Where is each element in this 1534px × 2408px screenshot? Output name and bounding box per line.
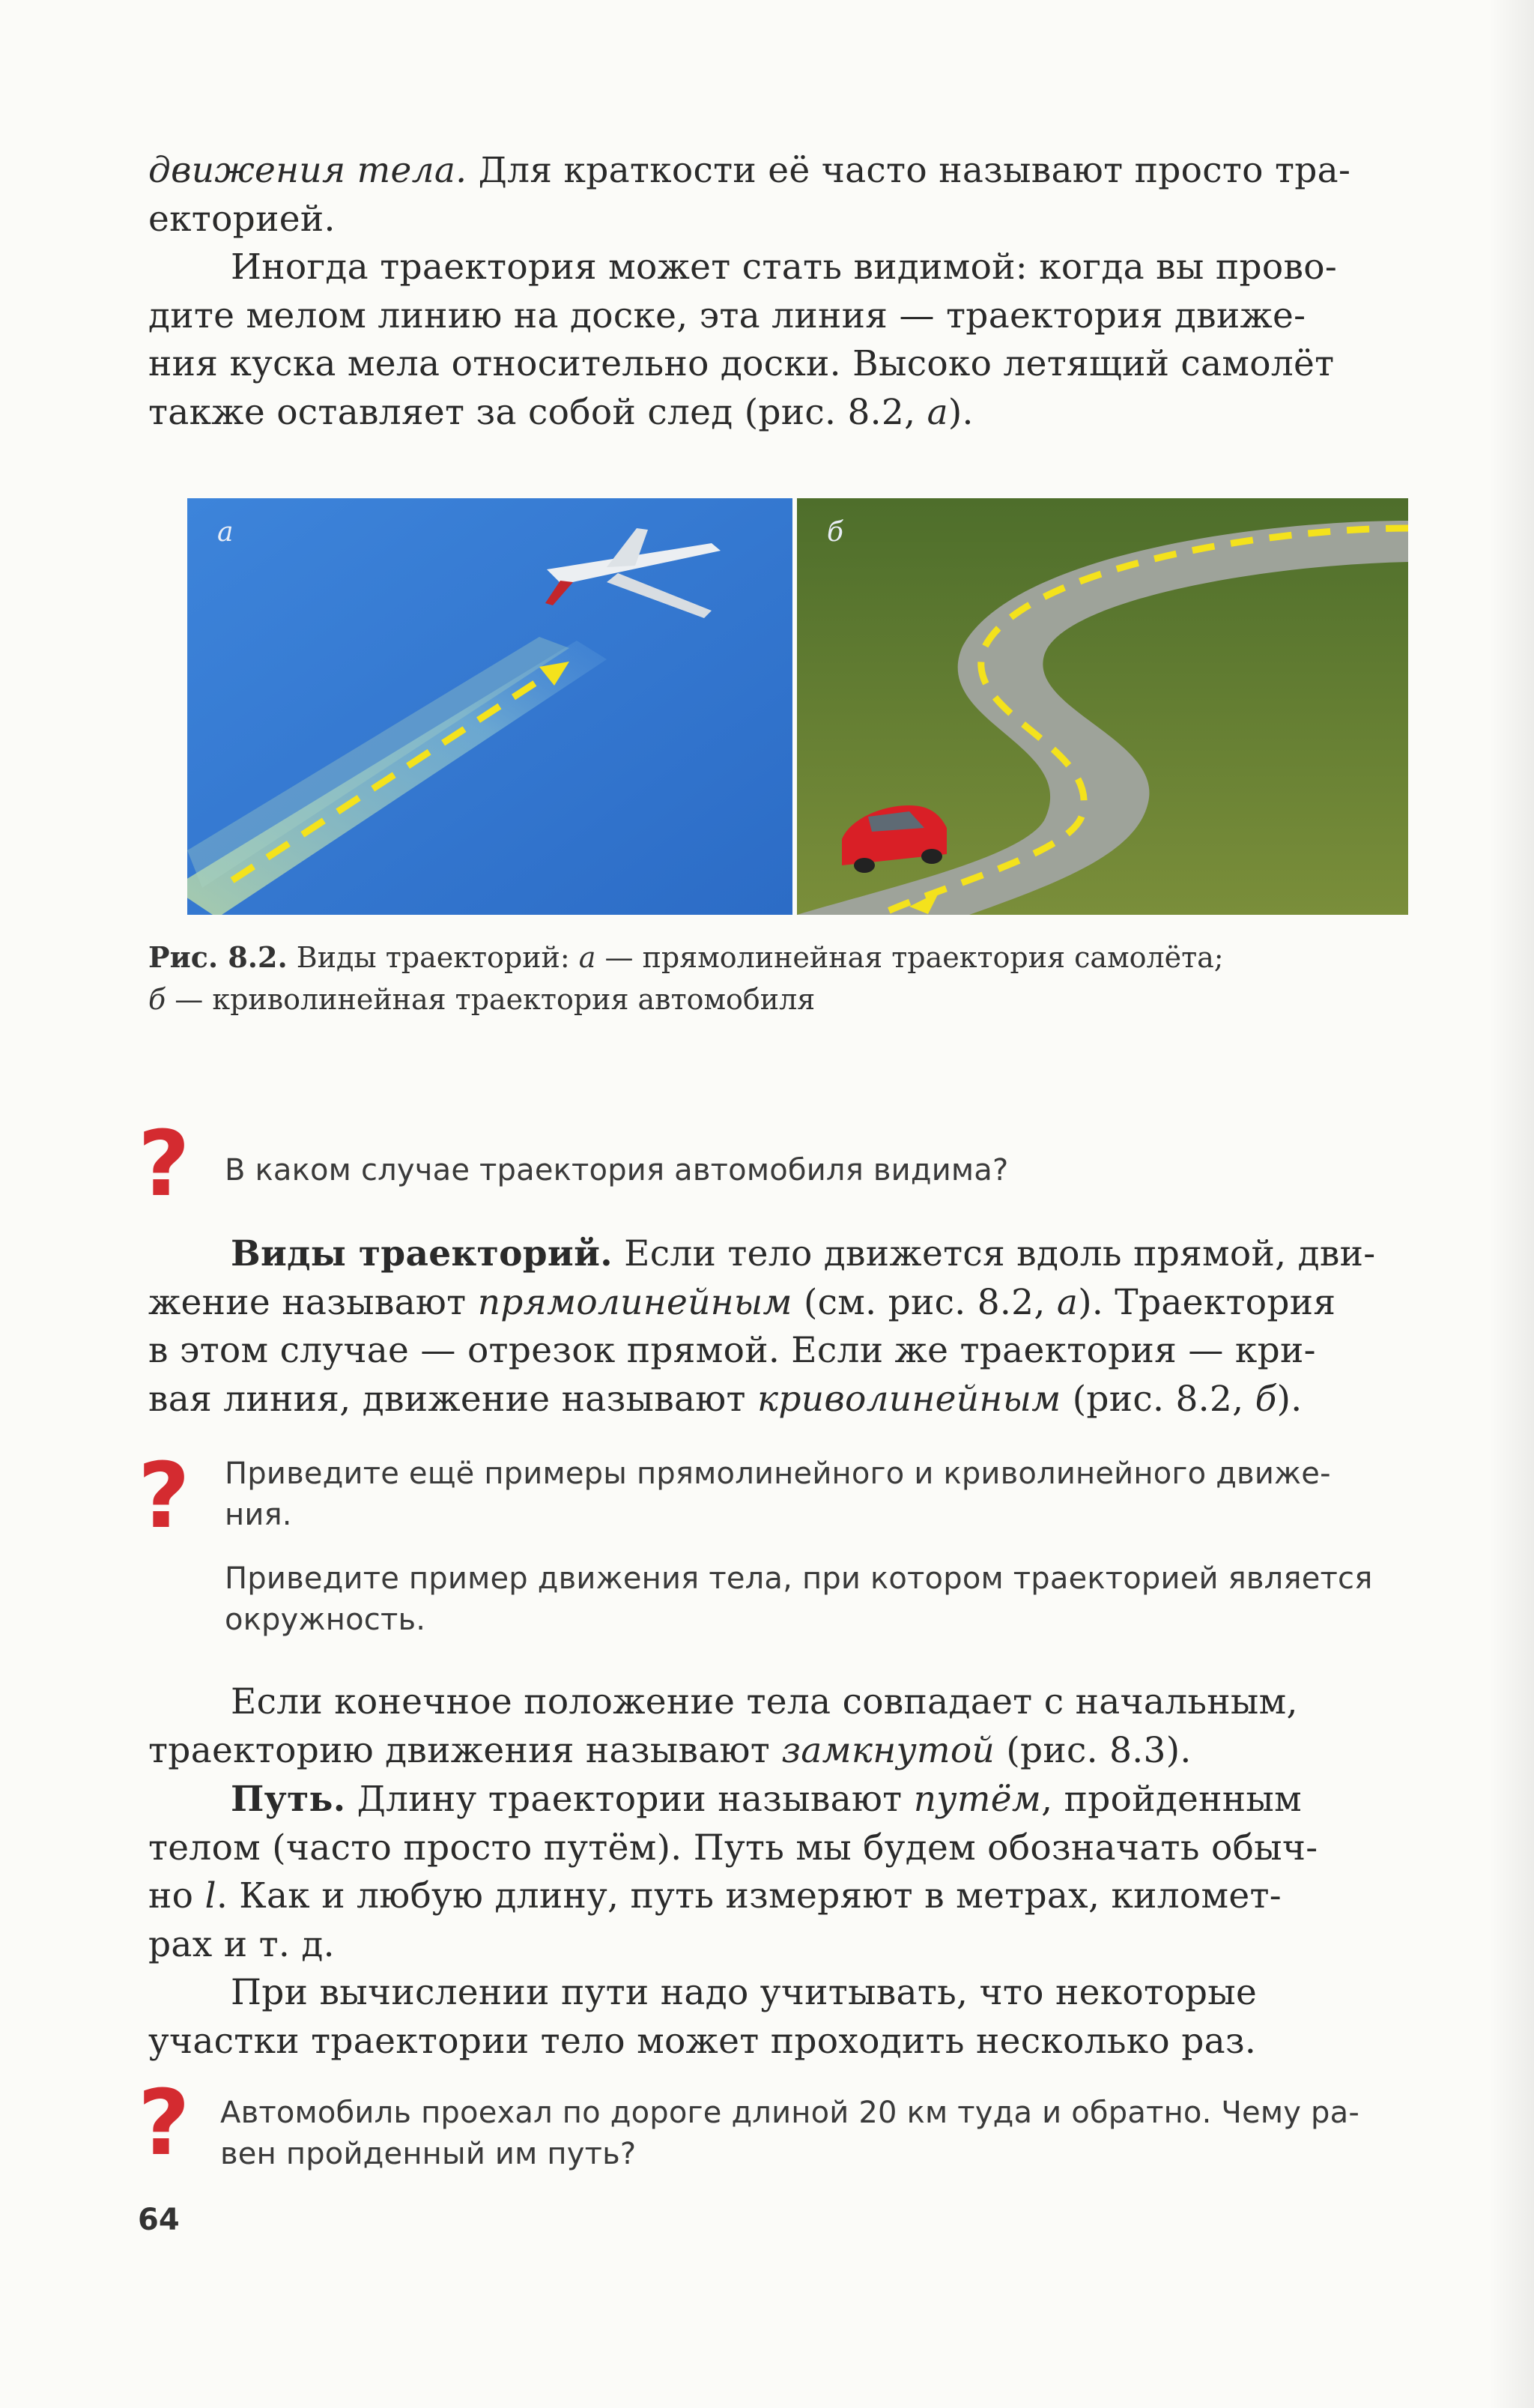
question-text-1: В каком случае траектория автомобиля видима? (225, 1153, 1009, 1188)
figure-label-a: а (217, 517, 234, 548)
figure-8-2 (187, 498, 1408, 918)
question-mark-icon: ? (138, 1445, 190, 1549)
photo-car-road (797, 498, 1408, 915)
photo-airplane (187, 498, 792, 915)
paragraph-2: Иногда траектория может стать видимой: когда вы прово- дите мелом линию на доске, эта линия — траектория движе- ния куска мела относительно доски. Высоко летящий самолёт также оставляет за собой след (рис. 8.2, а). (148, 246, 1338, 433)
airplane-illustration (187, 498, 792, 915)
question-text-3: Автомобиль проехал по дороге длиной 20 км туда и обратно. Чему ра- вен пройденный им путь? (220, 2096, 1359, 2171)
figure-label-b: б (827, 517, 843, 548)
paragraph-1: движения тела. Для краткости её часто называют просто тра- екторией. (148, 150, 1351, 240)
question-mark-icon: ? (138, 1113, 190, 1217)
road-illustration (797, 498, 1408, 915)
figure-caption: Рис. 8.2. Виды траекторий: а — прямолинейная траектория самолёта; б — криволинейная траектория автомобиля (148, 940, 1224, 1016)
question-text-2: Приведите ещё примеры прямолинейного и криволинейного движе- ния. Приведите пример движения тела, при котором траекторией является окружность. (225, 1456, 1373, 1637)
page-number: 64 (138, 2203, 180, 2237)
page-edge-shadow (1489, 0, 1534, 2408)
paragraph-5: Путь. Длину траектории называют путём, пройденным телом (часто просто путём). Путь мы будем обозначать обыч- но l. Как и любую длину, путь измеряют в метрах, километ- рах и т. д. (148, 1779, 1318, 1965)
question-mark-icon: ? (138, 2072, 190, 2176)
paragraph-6: При вычислении пути надо учитывать, что некоторые участки траектории тело может проходить несколько раз. (148, 1972, 1258, 2062)
paragraph-4: Если конечное положение тела совпадает с начальным, траекторию движения называют замкнутой (рис. 8.3). (148, 1681, 1298, 1771)
paragraph-3: Виды траекторий. Если тело движется вдоль прямой, дви- жение называют прямолинейным (см. рис. 8.2, а). Траектория в этом случае — отрезок прямой. Если же траектория — кри- вая линия, движение называют криволинейным (рис. 8.2, б). (148, 1233, 1376, 1420)
